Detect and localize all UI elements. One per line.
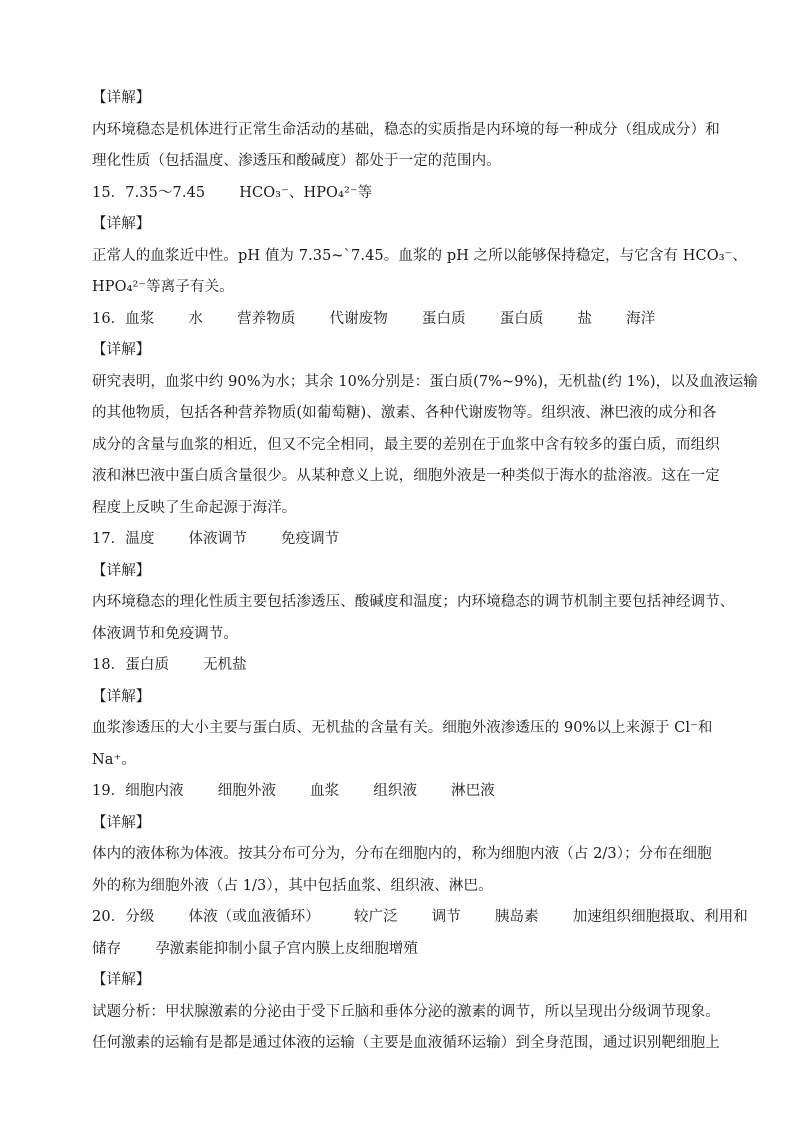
body-text-line: 液和淋巴液中蛋白质含量很少。从某种意义上说，细胞外液是一种类似于海水的盐溶液。这在一定: [92, 468, 720, 484]
question-number: 16．: [92, 310, 126, 327]
answer-item: 细胞内液: [125, 783, 184, 799]
answer-item: 孕激素能抑制小鼠子宫内膜上皮细胞增殖: [155, 940, 419, 957]
answer-item: 7.35～7.45: [125, 184, 206, 201]
answer-item: 组织液: [373, 783, 418, 799]
answer-line: [92, 309, 722, 341]
answer-item: 海洋: [626, 310, 656, 327]
answer-item: 血浆: [125, 310, 155, 327]
answer-item: 水: [188, 310, 204, 327]
answer-item: 蛋白质: [125, 657, 170, 673]
section-heading: 【详解】: [92, 216, 151, 232]
body-text-line: 程度上反映了生命起源于海洋。: [92, 499, 297, 516]
answer-line: [92, 781, 722, 813]
question-number: 17．: [92, 531, 126, 547]
answer-item: 较广泛: [353, 909, 398, 925]
body-text-line: 任何激素的运输有是都是通过体液的运输（主要是血液循环运输）到全身范围，通过识别靶细胞上: [92, 1035, 720, 1051]
section-heading: 【详解】: [92, 814, 151, 831]
body-text-line: 内环境稳态是机体进行正常生命活动的基础，稳态的实质指是内环境的每一种成分（组成成分）和: [92, 121, 720, 138]
answer-item: 免疫调节: [280, 531, 340, 547]
body-text-line: 外的称为细胞外液（占 1/3），其中包括血浆、组织液、淋巴。: [92, 877, 493, 894]
question-number: 19．: [92, 783, 126, 799]
body-text-line: 体内的液体称为体液。按其分布可分为，分布在细胞内的，称为细胞内液（占 2/3）；分布在细胞: [92, 846, 712, 862]
answer-item: 储存: [92, 940, 122, 957]
body-text-line: HPO₄²⁻等离子有关。: [92, 279, 234, 295]
answer-item: 胰岛素: [494, 909, 539, 925]
answer-line: [92, 183, 722, 215]
answer-item: 细胞外液: [217, 783, 277, 799]
body-text-line: 正常人的血浆近中性。pH 值为 7.35~`7.45。血浆的 pH 之所以能够保持稳定，与它含有 HCO₃⁻、: [92, 247, 747, 264]
answer-item: 营养物质: [237, 310, 296, 327]
answer-line: [92, 939, 722, 971]
body-text-line: Na⁺。: [92, 751, 136, 768]
section-heading: 【详解】: [92, 342, 151, 358]
answer-item: 蛋白质: [499, 310, 544, 327]
answer-line: [92, 655, 722, 687]
answer-item: HCO₃⁻、HPO₄²⁻等: [239, 184, 373, 201]
question-number: 15．: [92, 184, 126, 201]
answer-item: 分级: [125, 909, 155, 925]
body-text-line: 内环境稳态的理化性质主要包括渗透压、酸碱度和温度；内环境稳态的调节机制主要包括神经调节、: [92, 594, 735, 610]
answer-item: 无机盐: [203, 657, 247, 673]
answer-item: 血浆: [310, 783, 340, 799]
section-heading: 【详解】: [92, 688, 151, 705]
answer-item: 盐: [577, 310, 593, 327]
answer-item: 淋巴液: [451, 783, 495, 799]
body-text-line: 试题分析：甲状腺激素的分泌由于受下丘脑和垂体分泌的激素的调节，所以呈现出分级调节现象。: [92, 1003, 720, 1020]
answer-line: [92, 907, 748, 939]
body-text-line: 体液调节和免疫调节。: [92, 625, 238, 642]
section-heading: 【详解】: [92, 562, 151, 579]
answer-item: 体液调节: [188, 531, 247, 547]
question-number: 18．: [92, 657, 126, 673]
question-number: 20．: [92, 909, 126, 925]
answer-item: 调节: [431, 909, 461, 925]
body-text-line: 成分的含量与血浆的相近，但又不完全相同，最主要的差别在于血浆中含有较多的蛋白质，而组织: [92, 436, 720, 453]
answer-item: 蛋白质: [421, 310, 466, 327]
section-heading: 【详解】: [92, 972, 151, 988]
body-text-line: 研究表明，血浆中约 90%为水；其余 10%分别是：蛋白质(7%~9%)，无机盐(约 1%)，以及血液运输: [92, 373, 758, 390]
answer-item: 体液（或血液循环）: [188, 909, 320, 925]
body-text-line: 理化性质（包括温度、渗透压和酸碱度）都处于一定的范围内。: [92, 153, 501, 169]
answer-item: 温度: [125, 531, 155, 547]
body-text-line: 的其他物质，包括各种营养物质(如葡萄糖)、激素、各种代谢废物等。组织液、淋巴液的成分和各: [92, 405, 717, 421]
body-text-line: 血浆渗透压的大小主要与蛋白质、无机盐的含量有关。细胞外液渗透压的 90%以上来源于 Cl⁻和: [92, 720, 713, 736]
answer-item: 代谢废物: [329, 310, 388, 327]
answer-item: 加速组织细胞摄取、利用和: [572, 909, 748, 925]
answer-line: [92, 529, 722, 561]
document-page: [92, 88, 758, 1065]
section-heading: 【详解】: [92, 90, 151, 106]
